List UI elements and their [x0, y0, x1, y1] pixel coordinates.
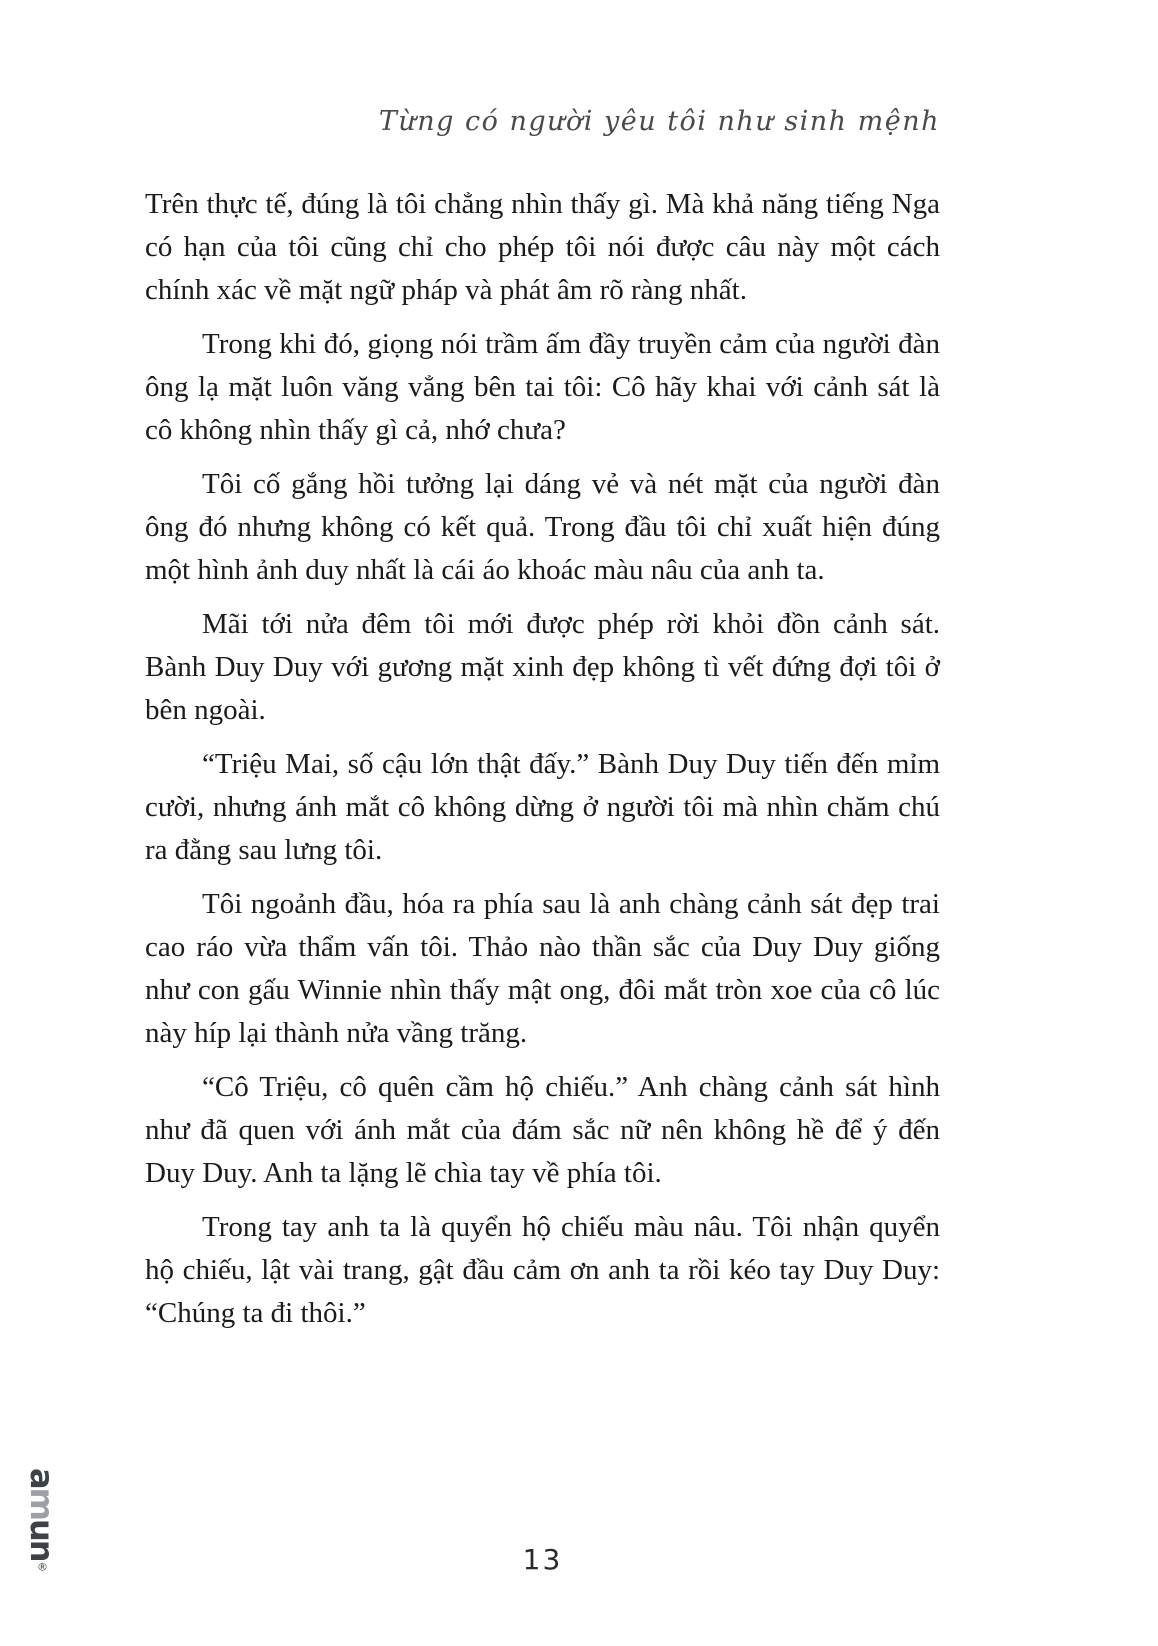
logo-letter-a: a	[23, 1468, 61, 1488]
logo-letter-n: n	[23, 1539, 61, 1561]
paragraph: Mãi tới nửa đêm tôi mới được phép rời khỏi đồn cảnh sát. Bành Duy Duy với gương mặt xinh đẹp không tì vết đứng đợi tôi ở bên ngoài.	[145, 608, 940, 726]
paragraph: “Cô Triệu, cô quên cầm hộ chiếu.” Anh chàng cảnh sát hình như đã quen với ánh mắt của đám sắc nữ nên không hề để ý đến Duy Duy. Anh ta lặng lẽ chìa tay về phía tôi.	[145, 1071, 940, 1189]
page-number: 13	[522, 1543, 563, 1576]
paragraph: Tôi cố gắng hồi tưởng lại dáng vẻ và nét mặt của người đàn ông đó nhưng không có kết quả. Trong đầu tôi chỉ xuất hiện đúng một hình ảnh duy nhất là cái áo khoác màu nâu của anh ta.	[145, 468, 940, 586]
paragraph: Tôi ngoảnh đầu, hóa ra phía sau là anh chàng cảnh sát đẹp trai cao ráo vừa thẩm vấn tôi. Thảo nào thần sắc của Duy Duy giống như con gấu Winnie nhìn thấy mật ong, đôi mắt tròn xoe của cô lúc này híp lại thành nửa vầng trăng.	[145, 888, 940, 1049]
body-text-block	[145, 183, 940, 1346]
paragraph: “Triệu Mai, số cậu lớn thật đấy.” Bành Duy Duy tiến đến mỉm cười, nhưng ánh mắt cô không dừng ở người tôi mà nhìn chăm chú ra đằng sau lưng tôi.	[145, 748, 940, 866]
logo-letter-m: m	[23, 1487, 61, 1519]
publisher-logo-wordmark	[22, 1468, 62, 1574]
running-head-title: Từng có người yêu tôi như sinh mệnh	[378, 106, 940, 137]
publisher-logo	[22, 1468, 64, 1588]
paragraph: Trong tay anh ta là quyển hộ chiếu màu nâu. Tôi nhận quyển hộ chiếu, lật vài trang, gật đầu cảm ơn anh ta rồi kéo tay Duy Duy: “Chúng ta đi thôi.”	[145, 1211, 940, 1329]
logo-letter-u: u	[23, 1518, 61, 1540]
paragraph: Trên thực tế, đúng là tôi chẳng nhìn thấy gì. Mà khả năng tiếng Nga có hạn của tôi cũng chỉ cho phép tôi nói được câu này một cách chính xác về mặt ngữ pháp và phát âm rõ ràng nhất.	[145, 188, 940, 306]
paragraph: Trong khi đó, giọng nói trầm ấm đầy truyền cảm của người đàn ông lạ mặt luôn văng vẳng bên tai tôi: Cô hãy khai với cảnh sát là cô không nhìn thấy gì cả, nhớ chưa?	[145, 328, 940, 446]
registered-trademark-icon: ®	[36, 1560, 49, 1574]
